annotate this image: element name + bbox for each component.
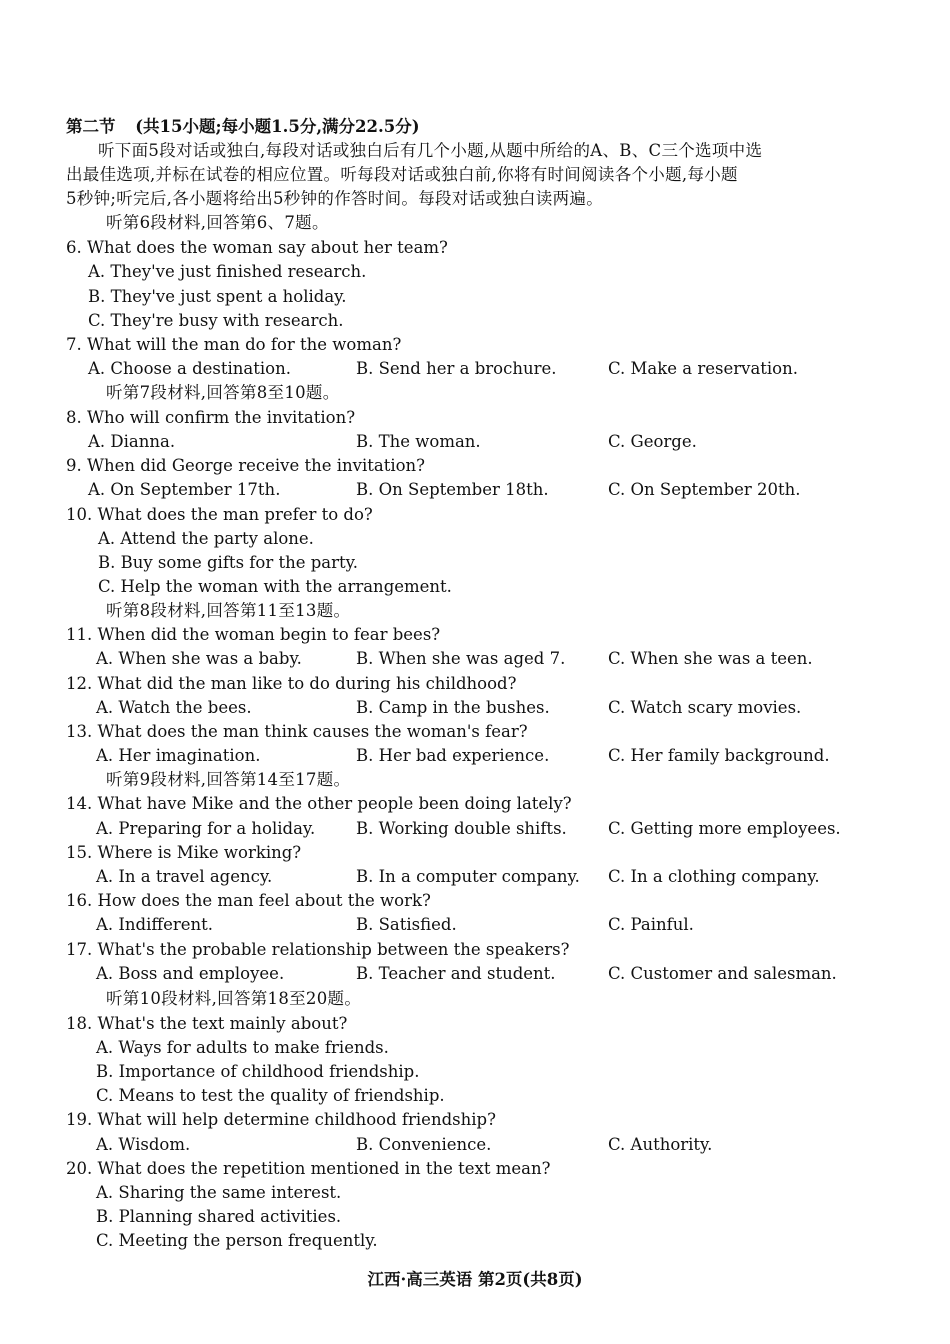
option-b: B. Convenience. bbox=[356, 1135, 492, 1154]
question-stem: 17. What's the probable relationship between the speakers? bbox=[66, 940, 570, 959]
option-c: C. Customer and salesman. bbox=[608, 964, 837, 983]
question-stem: 19. What will help determine childhood friendship? bbox=[66, 1110, 496, 1129]
option-b: B. When she was aged 7. bbox=[356, 649, 566, 668]
option-a: A. Boss and employee. bbox=[96, 964, 285, 983]
question-stem: 13. What does the man think causes the woman's fear? bbox=[66, 722, 528, 741]
option-a: A. Her imagination. bbox=[96, 746, 261, 765]
option-b: B. The woman. bbox=[356, 432, 481, 451]
option-b: B. Teacher and student. bbox=[356, 964, 556, 983]
question-stem: 11. When did the woman begin to fear bees? bbox=[66, 625, 441, 644]
option-c: C. Authority. bbox=[608, 1135, 713, 1154]
option-b: B. Her bad experience. bbox=[356, 746, 550, 765]
question-stem: 9. When did George receive the invitation? bbox=[66, 456, 426, 475]
material-heading: 听第10段材料,回答第18至20题。 bbox=[106, 989, 362, 1008]
option-a: A. Indifferent. bbox=[96, 915, 214, 934]
question-stem: 15. Where is Mike working? bbox=[66, 843, 302, 862]
instruction-line: 出最佳选项,并标在试卷的相应位置。听每段对话或独白前,你将有时间阅读各个小题,每小题 bbox=[66, 165, 738, 184]
option-a: A. Attend the party alone. bbox=[98, 529, 314, 548]
section-header bbox=[66, 116, 420, 138]
section-score-info: (共15小题;每小题1.5分,满分22.5分) bbox=[135, 117, 420, 136]
option-b: B. Send her a brochure. bbox=[356, 359, 557, 378]
option-c: C. Means to test the quality of friendship. bbox=[96, 1086, 445, 1105]
option-a: A. When she was a baby. bbox=[96, 649, 302, 668]
option-c: C. They're busy with research. bbox=[88, 311, 344, 330]
option-a: A. Preparing for a holiday. bbox=[96, 819, 316, 838]
option-a: A. On September 17th. bbox=[88, 480, 281, 499]
page-footer: 江西·高三英语 第2页(共8页) bbox=[367, 1270, 583, 1289]
option-b: B. Camp in the bushes. bbox=[356, 698, 550, 717]
option-b: B. They've just spent a holiday. bbox=[88, 287, 347, 306]
option-b: B. Buy some gifts for the party. bbox=[98, 553, 359, 572]
option-c: C. On September 20th. bbox=[608, 480, 801, 499]
option-c: C. Meeting the person frequently. bbox=[96, 1231, 378, 1250]
option-a: A. They've just finished research. bbox=[88, 262, 367, 281]
option-b: B. Planning shared activities. bbox=[96, 1207, 342, 1226]
question-stem: 10. What does the man prefer to do? bbox=[66, 505, 373, 524]
option-c: C. Painful. bbox=[608, 915, 694, 934]
option-a: A. Dianna. bbox=[88, 432, 176, 451]
option-a: A. Choose a destination. bbox=[88, 359, 291, 378]
material-heading: 听第9段材料,回答第14至17题。 bbox=[106, 770, 351, 789]
question-stem: 12. What did the man like to do during his childhood? bbox=[66, 674, 517, 693]
option-a: A. Watch the bees. bbox=[96, 698, 252, 717]
instruction-line: 5秒钟;听完后,各小题将给出5秒钟的作答时间。每段对话或独白读两遍。 bbox=[66, 189, 603, 208]
question-stem: 6. What does the woman say about her team? bbox=[66, 238, 448, 257]
option-c: C. Her family background. bbox=[608, 746, 830, 765]
question-stem: 8. Who will confirm the invitation? bbox=[66, 408, 356, 427]
option-c: C. When she was a teen. bbox=[608, 649, 813, 668]
question-stem: 20. What does the repetition mentioned in the text mean? bbox=[66, 1159, 551, 1178]
option-a: A. In a travel agency. bbox=[96, 867, 273, 886]
section-title: 第二节 bbox=[66, 117, 116, 136]
option-a: A. Sharing the same interest. bbox=[96, 1183, 342, 1202]
question-stem: 18. What's the text mainly about? bbox=[66, 1014, 348, 1033]
material-heading: 听第7段材料,回答第8至10题。 bbox=[106, 383, 340, 402]
option-b: B. On September 18th. bbox=[356, 480, 549, 499]
option-c: C. Make a reservation. bbox=[608, 359, 798, 378]
option-c: C. Getting more employees. bbox=[608, 819, 841, 838]
option-b: B. Importance of childhood friendship. bbox=[96, 1062, 420, 1081]
option-c: C. Help the woman with the arrangement. bbox=[98, 577, 452, 596]
option-b: B. In a computer company. bbox=[356, 867, 580, 886]
option-a: A. Wisdom. bbox=[96, 1135, 191, 1154]
option-c: C. In a clothing company. bbox=[608, 867, 820, 886]
option-b: B. Satisfied. bbox=[356, 915, 457, 934]
question-stem: 14. What have Mike and the other people been doing lately? bbox=[66, 794, 572, 813]
question-stem: 7. What will the man do for the woman? bbox=[66, 335, 402, 354]
option-a: A. Ways for adults to make friends. bbox=[96, 1038, 389, 1057]
material-heading: 听第8段材料,回答第11至13题。 bbox=[106, 601, 351, 620]
option-b: B. Working double shifts. bbox=[356, 819, 567, 838]
option-c: C. George. bbox=[608, 432, 697, 451]
material-heading: 听第6段材料,回答第6、7题。 bbox=[106, 213, 329, 232]
instruction-line: 听下面5段对话或独白,每段对话或独白后有几个小题,从题中所给的A、B、C三个选项中选 bbox=[98, 141, 763, 160]
question-stem: 16. How does the man feel about the work? bbox=[66, 891, 431, 910]
option-c: C. Watch scary movies. bbox=[608, 698, 802, 717]
